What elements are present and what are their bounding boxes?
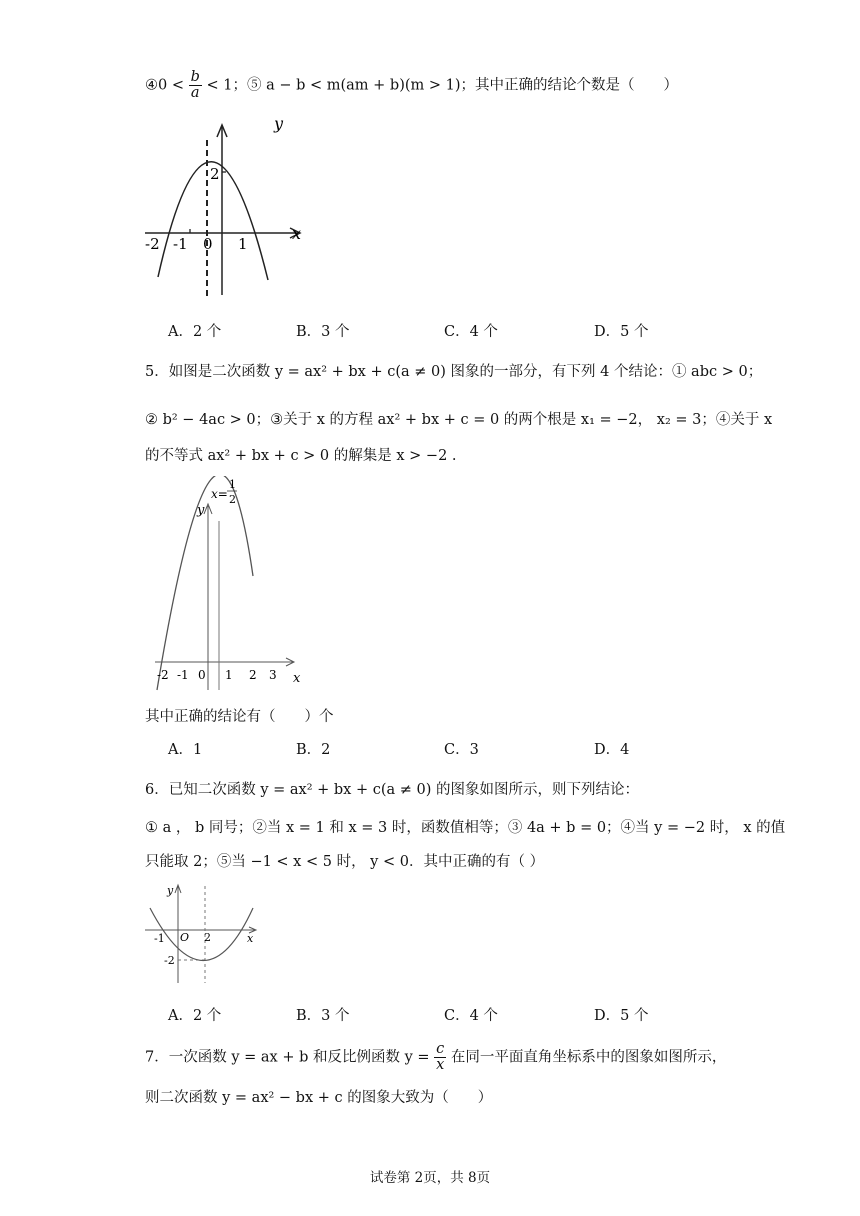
q6-y-label: y: [167, 884, 174, 897]
q5-tick-neg1: -1: [177, 668, 189, 682]
q5-line-1: 5．如图是二次函数 y = ax² + bx + c(a ≠ 0) 图象的一部分，有下列 4 个结论：① abc > 0；: [145, 364, 763, 380]
q5-half-num: 1: [229, 478, 236, 491]
q5-tick-2: 2: [249, 668, 257, 682]
q6-option-b[interactable]: B．3 个: [296, 1008, 350, 1024]
q5-graph: [145, 476, 310, 696]
q6-graph: [140, 878, 265, 990]
q6-origin: O: [180, 931, 190, 944]
q4-prefix: ④0 <: [145, 77, 184, 94]
q6-tick-2: 2: [204, 931, 211, 944]
q6-line-1: 6．已知二次函数 y = ax² + bx + c(a ≠ 0) 的图象如图所示，则下列结论：: [145, 782, 640, 798]
q6-tick-neg1: -1: [154, 932, 165, 945]
q5-line-2: ② b² − 4ac > 0；③关于 x 的方程 ax² + bx + c = 0 的两个根是 x₁ = −2， x₂ = 3；④关于 x: [145, 412, 773, 428]
q7-line-1-b: 在同一平面直角坐标系中的图象如图所示，: [450, 1049, 727, 1066]
q4-continuation: [145, 70, 678, 101]
q4-option-a[interactable]: A．2 个: [168, 324, 222, 340]
q6-line-2: ① a ， b 同号；②当 x = 1 和 x = 3 时，函数值相等；③ 4a + b = 0；④当 y = −2 时， x 的值: [145, 820, 786, 836]
q4-option-d[interactable]: D．5 个: [594, 324, 649, 340]
q6-option-a[interactable]: A．2 个: [168, 1008, 222, 1024]
q7-line-2: 则二次函数 y = ax² − bx + c 的图象大致为（ ）: [145, 1090, 493, 1106]
q4-option-c[interactable]: C．4 个: [444, 324, 498, 340]
q5-option-c[interactable]: C．3: [444, 742, 479, 758]
q4-x-label: x: [292, 224, 302, 243]
q6-x-label: x: [247, 932, 254, 945]
q5-line-3: 的不等式 ax² + bx + c > 0 的解集是 x > −2 .: [145, 448, 457, 464]
q4-tick-1: 1: [238, 235, 248, 253]
q4-y-label: y: [274, 115, 284, 133]
q4-tick-neg1: -1: [173, 235, 188, 253]
q5-tick-neg2: -2: [157, 668, 169, 682]
page-footer: 试卷第 2页，共 8页: [369, 1170, 491, 1186]
q4-tick-neg2: -2: [145, 235, 160, 253]
q6-option-c[interactable]: C．4 个: [444, 1008, 498, 1024]
q7-frac-den: x: [436, 1057, 445, 1074]
q5-option-d[interactable]: D．4: [594, 742, 630, 758]
q4-graph: [140, 115, 310, 300]
q5-tick-3: 3: [269, 668, 277, 682]
q6-line-3: 只能取 2；⑤当 −1 < x < 5 时， y < 0．其中正确的有（ ）: [145, 854, 545, 870]
q7-frac-num: c: [436, 1041, 445, 1057]
q5-x-label: x: [293, 671, 301, 686]
q5-option-a[interactable]: A．1: [168, 742, 203, 758]
q6-tick-neg2: -2: [164, 954, 175, 967]
q5-question: 其中正确的结论有（ ）个: [145, 709, 334, 725]
q4-option-b[interactable]: B．3 个: [296, 324, 350, 340]
q6-option-d[interactable]: D．5 个: [594, 1008, 649, 1024]
q5-option-b[interactable]: B．2: [296, 742, 331, 758]
q4-frac-num: b: [190, 69, 200, 85]
q5-axis-label: x=: [211, 487, 228, 501]
q5-tick-0: 0: [198, 668, 206, 682]
q7-line-1: [145, 1042, 726, 1073]
q4-tick-2: 2: [210, 165, 220, 183]
q5-y-label: y: [197, 503, 205, 518]
q4-fraction: [189, 70, 202, 101]
q7-line-1-a: 7．一次函数 y = ax + b 和反比例函数 y =: [145, 1049, 430, 1066]
q4-tick-0: 0: [203, 235, 213, 253]
q4-rest: < 1；⑤ a − b < m(am + b)(m > 1)；其中正确的结论个数是（ ）: [206, 77, 679, 94]
q5-half-den: 2: [229, 493, 236, 506]
q4-frac-den: a: [190, 85, 200, 102]
q7-fraction: [434, 1042, 446, 1073]
q5-tick-1: 1: [225, 668, 233, 682]
